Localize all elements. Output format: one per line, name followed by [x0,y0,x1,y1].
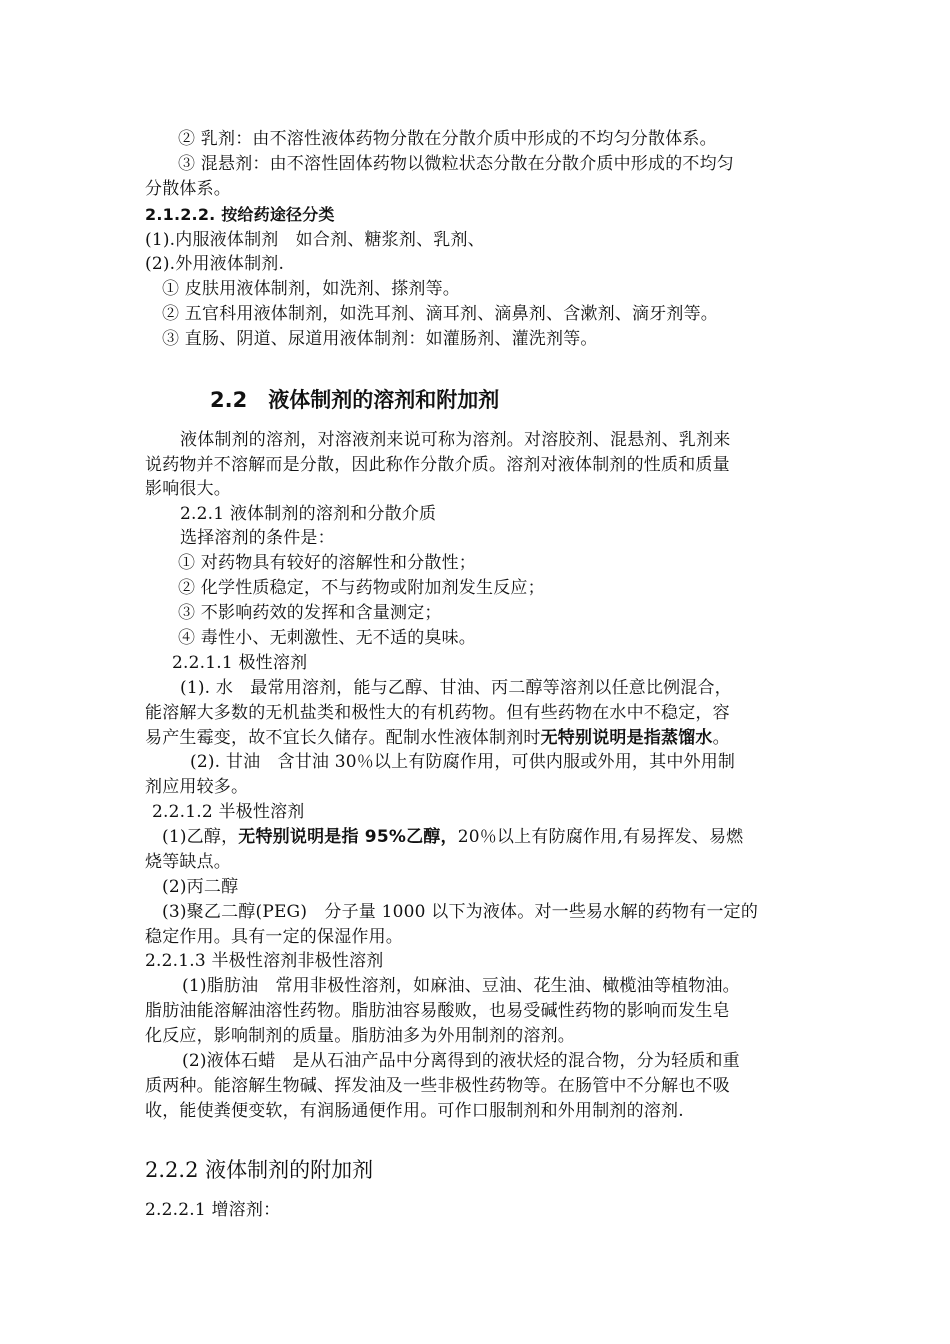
peg-line-1: (3)聚乙二醇(PEG) 分子量 1000 以下为液体。对一些易水解的药物有一定的 [162,902,759,922]
peg-line-2: 稳定作用。具有一定的保湿作用。 [145,927,403,947]
section-221-heading: 2.2.1 液体制剂的溶剂和分散介质 [180,504,437,524]
rectal-use-item: ③ 直肠、阴道、尿道用液体制剂：如灌肠剂、灌洗剂等。 [162,329,598,349]
section-2212-heading: 2.2.1.2 半极性溶剂 [152,802,305,822]
suspension-line-cont: 分散体系。 [145,179,231,199]
glycerin-line-2: 剂应用较多。 [145,777,249,797]
fatty-oil-line-1: (1)脂肪油 常用非极性溶剂，如麻油、豆油、花生油、橄榄油等植物油。 [182,976,740,996]
section-2213-heading: 2.2.1.3 半极性溶剂非极性溶剂 [145,951,384,971]
water-line-3-end: 。 [712,728,730,748]
section-22-heading: 2.2 液体制剂的溶剂和附加剂 [210,388,500,412]
distilled-water-emphasis: 无特别说明是指蒸馏水 [540,728,713,748]
fatty-oil-line-2: 脂肪油能溶解油溶性药物。脂肪油容易酸败，也易受碱性药物的影响而发生皂 [145,1001,730,1021]
intro-line-3: 影响很大。 [145,479,231,499]
fatty-oil-line-3: 化反应，影响制剂的质量。脂肪油多为外用制剂的溶剂。 [145,1026,575,1046]
suspension-line: ③ 混悬剂：由不溶性固体药物以微粒状态分散在分散介质中形成的不均匀 [178,154,735,174]
condition-4: ④ 毒性小、无刺激性、无不适的臭味。 [178,628,477,648]
propylene-glycol-item: (2)丙二醇 [162,877,239,897]
section-222-heading: 2.2.2 液体制剂的附加剂 [145,1158,374,1182]
water-line-1: (1). 水 最常用溶剂，能与乙醇、甘油、丙二醇等溶剂以任意比例混合， [180,678,732,698]
ethanol-label: (1)乙醇， [162,827,239,847]
paraffin-line-1: (2)液体石蜡 是从石油产品中分离得到的液状烃的混合物，分为轻质和重 [182,1051,740,1071]
emulsion-line: ② 乳剂：由不溶性液体药物分散在分散介质中形成的不均匀分散体系。 [178,129,717,149]
condition-2: ② 化学性质稳定，不与药物或附加剂发生反应； [178,578,545,598]
external-liquid-item: (2).外用液体制剂. [145,254,285,274]
condition-3: ③ 不影响药效的发挥和含量测定； [178,603,442,623]
paraffin-line-3: 收，能使粪便变软，有润肠通便作用。可作口服制剂和外用制剂的溶剂. [145,1101,684,1121]
water-line-2: 能溶解大多数的无机盐类和极性大的有机药物。但有些药物在水中不稳定，容 [145,703,730,723]
intro-line-1: 液体制剂的溶剂，对溶液剂来说可称为溶剂。对溶胶剂、混悬剂、乳剂来 [180,430,731,450]
ethanol-line-2: 烧等缺点。 [145,852,231,872]
skin-use-item: ① 皮肤用液体制剂，如洗剂、搽剂等。 [162,279,461,299]
intro-line-2: 说药物并不溶解而是分散，因此称作分散介质。溶剂对液体制剂的性质和质量 [145,455,730,475]
section-2211-heading: 2.2.1.1 极性溶剂 [172,653,308,673]
ethanol-95-emphasis: 无特别说明是指 95%乙醇， [238,827,458,847]
ethanol-line-1 [162,825,827,849]
section-2221-heading: 2.2.2.1 增溶剂： [145,1200,281,1220]
water-line-3 [145,726,810,750]
section-2122-heading: 2.1.2.2. 按给药途径分类 [145,205,335,224]
paraffin-line-2: 质两种。能溶解生物碱、挥发油及一些非极性药物等。在肠管中不分解也不吸 [145,1076,730,1096]
ent-use-item: ② 五官科用液体制剂，如洗耳剂、滴耳剂、滴鼻剂、含漱剂、滴牙剂等。 [162,304,719,324]
water-line-3-text: 易产生霉变，故不宜长久储存。配制水性液体制剂时 [145,728,541,748]
condition-1: ① 对药物具有较好的溶解性和分散性； [178,553,477,573]
ethanol-line-1-rest: 20％以上有防腐作用,有易挥发、易燃 [457,827,744,847]
oral-liquid-item: (1).内服液体制剂 如合剂、糖浆剂、乳剂、 [145,230,485,250]
solvent-conditions-label: 选择溶剂的条件是： [180,528,335,548]
glycerin-line-1: (2). 甘油 含甘油 30％以上有防腐作用，可供内服或外用，其中外用制 [190,752,736,772]
